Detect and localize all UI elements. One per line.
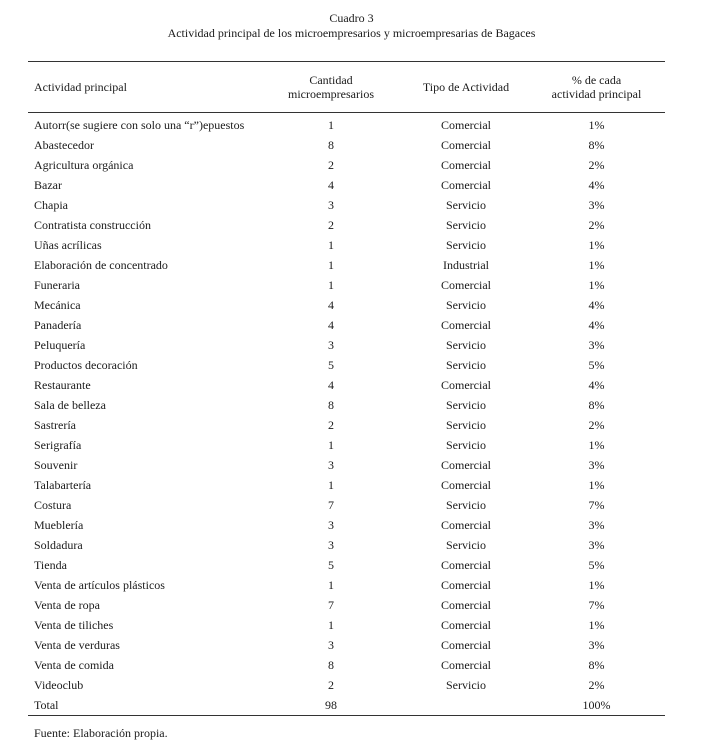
percent-cell: 4% — [588, 298, 605, 312]
total-quantity: 98 — [258, 695, 404, 716]
activity-cell: Mecánica — [34, 298, 81, 312]
table-row — [28, 435, 665, 455]
table-row — [28, 335, 665, 355]
table-row — [28, 355, 665, 375]
type-cell: Servicio — [446, 238, 486, 252]
percent-cell: 1% — [588, 118, 605, 132]
header-row — [28, 62, 665, 113]
type-header-line: Tipo de Actividad — [422, 80, 510, 94]
quantity-cell: 3 — [328, 638, 334, 652]
quantity-cell: 3 — [328, 338, 334, 352]
activity-cell: Sala de belleza — [34, 398, 106, 412]
table-row — [28, 475, 665, 495]
table-row — [28, 215, 665, 235]
activity-cell: Venta de tiliches — [34, 618, 114, 632]
percent-cell: 4% — [588, 378, 605, 392]
activity-cell: Souvenir — [34, 458, 78, 472]
table-row — [28, 235, 665, 255]
type-cell: Comercial — [441, 578, 491, 592]
percent-cell: 4% — [588, 178, 605, 192]
percent-cell: 4% — [588, 318, 605, 332]
activity-cell: Serigrafía — [34, 438, 82, 452]
type-cell: Comercial — [441, 118, 491, 132]
activity-cell: Videoclub — [34, 678, 84, 692]
quantity-header-line: microempresarios — [288, 87, 374, 101]
percent-cell: 3% — [588, 198, 605, 212]
activity-cell: Panadería — [34, 318, 82, 332]
percent-cell: 1% — [588, 478, 605, 492]
table-row — [28, 675, 665, 695]
activity-cell: Chapia — [34, 198, 68, 212]
type-cell: Comercial — [441, 458, 491, 472]
quantity-cell: 4 — [328, 178, 334, 192]
type-cell: Servicio — [446, 538, 486, 552]
activity-cell: Venta de artículos plásticos — [34, 578, 165, 592]
table-row — [28, 375, 665, 395]
table-row — [28, 515, 665, 535]
percent-cell: 8% — [588, 658, 605, 672]
table-row — [28, 415, 665, 435]
activity-cell: Uñas acrílicas — [34, 238, 102, 252]
type-cell: Servicio — [446, 218, 486, 232]
quantity-cell: 7 — [328, 498, 334, 512]
percent-cell: 3% — [588, 638, 605, 652]
percent-header-line: actividad principal — [551, 87, 642, 101]
type-cell: Servicio — [446, 298, 486, 312]
quantity-header-line: Cantidad — [309, 73, 353, 87]
percent-cell: 7% — [588, 598, 605, 612]
table-row — [28, 535, 665, 555]
percent-cell: 3% — [588, 518, 605, 532]
quantity-cell: 3 — [328, 518, 334, 532]
type-cell: Comercial — [441, 278, 491, 292]
percent-header-line: % de cada — [571, 73, 622, 87]
table-row — [28, 315, 665, 335]
type-cell: Servicio — [446, 418, 486, 432]
quantity-cell: 3 — [328, 458, 334, 472]
percent-cell: 1% — [588, 278, 605, 292]
type-cell: Servicio — [446, 198, 486, 212]
total-type — [404, 695, 528, 716]
table-row — [28, 555, 665, 575]
type-cell: Comercial — [441, 518, 491, 532]
activity-header-line: Actividad principal — [34, 80, 127, 94]
activity-cell: Elaboración de concentrado — [34, 258, 168, 272]
table-row — [28, 195, 665, 215]
total-percent: 100% — [528, 695, 665, 716]
activity-cell: Venta de comida — [34, 658, 114, 672]
type-cell: Comercial — [441, 658, 491, 672]
table-row — [28, 615, 665, 635]
quantity-cell: 7 — [328, 598, 334, 612]
activity-header — [28, 62, 258, 113]
percent-cell: 7% — [588, 498, 605, 512]
quantity-cell: 1 — [328, 118, 334, 132]
activity-cell: Venta de ropa — [34, 598, 100, 612]
activity-cell: Abastecedor — [34, 138, 94, 152]
quantity-cell: 4 — [328, 318, 334, 332]
activity-cell: Tienda — [34, 558, 67, 572]
quantity-cell: 1 — [328, 258, 334, 272]
type-cell: Comercial — [441, 318, 491, 332]
table-row — [28, 255, 665, 275]
percent-cell: 3% — [588, 538, 605, 552]
table-header — [28, 62, 665, 113]
type-cell: Comercial — [441, 178, 491, 192]
type-cell: Comercial — [441, 478, 491, 492]
type-cell: Servicio — [446, 358, 486, 372]
percent-cell: 2% — [588, 678, 605, 692]
quantity-cell: 1 — [328, 578, 334, 592]
activity-cell: Talabartería — [34, 478, 92, 492]
quantity-cell: 2 — [328, 218, 334, 232]
type-cell: Comercial — [441, 618, 491, 632]
type-cell: Servicio — [446, 338, 486, 352]
type-cell: Comercial — [441, 138, 491, 152]
quantity-cell: 3 — [328, 198, 334, 212]
type-header — [404, 62, 528, 113]
quantity-cell: 2 — [328, 158, 334, 172]
activity-table — [28, 61, 665, 716]
percent-cell: 2% — [588, 218, 605, 232]
table-row — [28, 155, 665, 175]
percent-cell: 1% — [588, 578, 605, 592]
type-cell: Servicio — [446, 398, 486, 412]
activity-cell: Peluquería — [34, 338, 86, 352]
activity-cell: Restaurante — [34, 378, 91, 392]
quantity-cell: 1 — [328, 238, 334, 252]
activity-cell: Autorr(se sugiere con solo una “r”)epuestos — [34, 118, 245, 132]
quantity-cell: 2 — [328, 678, 334, 692]
table-row — [28, 655, 665, 675]
quantity-header — [258, 62, 404, 113]
table-footer — [28, 695, 665, 716]
percent-cell: 1% — [588, 238, 605, 252]
quantity-cell: 4 — [328, 298, 334, 312]
quantity-cell: 1 — [328, 438, 334, 452]
quantity-cell: 1 — [328, 618, 334, 632]
percent-cell: 3% — [588, 338, 605, 352]
percent-cell: 2% — [588, 158, 605, 172]
percent-cell: 1% — [588, 258, 605, 272]
source-note: Fuente: Elaboración propia. — [34, 726, 168, 740]
total-label: Total — [28, 695, 258, 716]
table-caption-number: Cuadro 3 — [329, 11, 374, 25]
quantity-cell: 8 — [328, 658, 334, 672]
table-caption-title: Actividad principal de los microempresarios y microempresarias de Bagaces — [167, 26, 536, 40]
percent-cell: 5% — [588, 358, 605, 372]
table-row — [28, 295, 665, 315]
quantity-cell: 1 — [328, 478, 334, 492]
table-row — [28, 495, 665, 515]
quantity-cell: 8 — [328, 398, 334, 412]
table-row — [28, 275, 665, 295]
activity-cell: Productos decoración — [34, 358, 138, 372]
percent-cell: 1% — [588, 438, 605, 452]
type-cell: Servicio — [446, 678, 486, 692]
table-row — [28, 455, 665, 475]
type-cell: Servicio — [446, 498, 486, 512]
percent-header — [528, 62, 665, 113]
table-body — [28, 113, 665, 696]
percent-cell: 2% — [588, 418, 605, 432]
activity-cell: Costura — [34, 498, 72, 512]
percent-cell: 3% — [588, 458, 605, 472]
table-row — [28, 175, 665, 195]
table-row — [28, 635, 665, 655]
table-row — [28, 395, 665, 415]
activity-cell: Agricultura orgánica — [34, 158, 134, 172]
percent-cell: 8% — [588, 138, 605, 152]
table-row — [28, 595, 665, 615]
activity-cell: Funeraria — [34, 278, 80, 292]
quantity-cell: 3 — [328, 538, 334, 552]
type-cell: Comercial — [441, 598, 491, 612]
activity-cell: Bazar — [34, 178, 62, 192]
total-row — [28, 695, 665, 716]
table-row — [28, 135, 665, 155]
type-cell: Comercial — [441, 558, 491, 572]
activity-cell: Venta de verduras — [34, 638, 120, 652]
type-cell: Servicio — [446, 438, 486, 452]
table-row — [28, 575, 665, 595]
quantity-cell: 2 — [328, 418, 334, 432]
quantity-cell: 5 — [328, 358, 334, 372]
percent-cell: 5% — [588, 558, 605, 572]
type-cell: Comercial — [441, 158, 491, 172]
percent-cell: 1% — [588, 618, 605, 632]
type-cell: Comercial — [441, 378, 491, 392]
activity-cell: Sastrería — [34, 418, 76, 432]
activity-cell: Contratista construcción — [34, 218, 151, 232]
activity-cell: Soldadura — [34, 538, 83, 552]
activity-cell: Mueblería — [34, 518, 84, 532]
quantity-cell: 8 — [328, 138, 334, 152]
type-cell: Industrial — [443, 258, 489, 272]
percent-cell: 8% — [588, 398, 605, 412]
quantity-cell: 5 — [328, 558, 334, 572]
table-row — [28, 113, 665, 136]
quantity-cell: 4 — [328, 378, 334, 392]
type-cell: Comercial — [441, 638, 491, 652]
quantity-cell: 1 — [328, 278, 334, 292]
